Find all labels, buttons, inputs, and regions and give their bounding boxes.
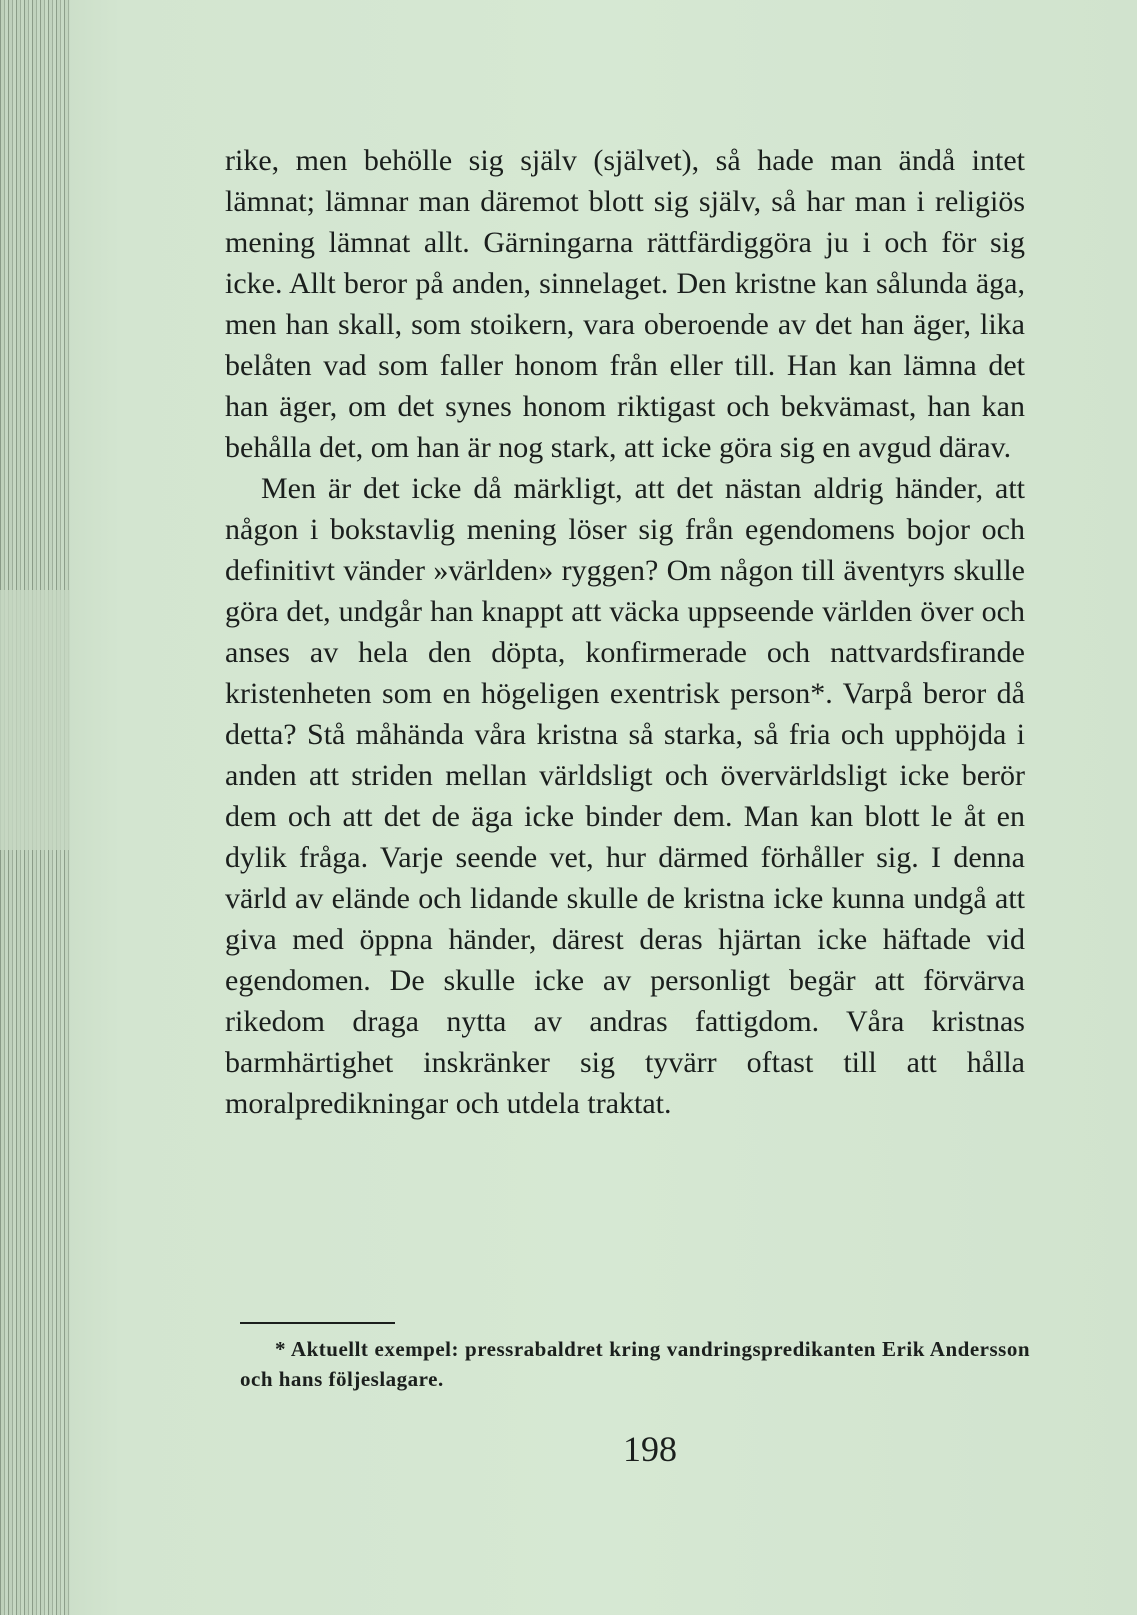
paragraph-1: rike, men behölle sig själv (självet), så hade man ändå intet lämnat; lämnar man däremot blott sig själv, så har man i religiös mening lämnat allt. Gärningarna rättfärdiggöra ju i och för sig icke. Allt beror på anden, sinnelaget. Den kristne kan sålunda äga, men han skall, som stoikern, vara oberoende av det han äger, lika belåten vad som faller honom från eller till. Han kan lämna det han äger, om det synes honom riktigast och bekvämast, han kan behålla det, om han är nog stark, att icke göra sig en avgud därav. [225, 144, 1025, 464]
page-number: 198 [623, 1429, 677, 1469]
paragraph-2: Men är det icke då märkligt, att det nästan aldrig händer, att någon i bokstavlig mening löser sig från egendomens bojor och definitivt vänder »världen» ryggen? Om någon till äventyrs skulle göra det, undgår han knappt att väcka uppseende världen över och anses av hela den döpta, konfirmerade och nattvardsfirande kristenheten som en högeligen exentrisk person*. Varpå beror då detta? Stå måhända våra kristna så starka, så fria och upphöjda i anden att striden mellan världsligt och övervärldsligt icke berör dem och att det de äga icke binder dem. Man kan blott le åt en dylik fråga. Varje seende vet, hur därmed förhåller sig. I denna värld av elände och lidande skulle de kristna icke kunna undgå att giva med öppna händer, därest deras hjärtan icke häftade vid egendomen. De skulle icke av personligt begär att förvärva rikedom draga nytta av andras fattigdom. Våra kristnas barmhärtighet inskränker sig tyvärr oftast till att hålla moralpredikningar och utdela traktat. [225, 472, 1025, 1120]
body-text [225, 140, 1025, 1124]
footnote: * Aktuellt exempel: pressrabaldret kring vandringspredikanten Erik Andersson och hans följeslagare. [240, 1337, 1030, 1391]
footnote-divider [240, 1322, 395, 1324]
page-edges-gap [0, 590, 70, 850]
